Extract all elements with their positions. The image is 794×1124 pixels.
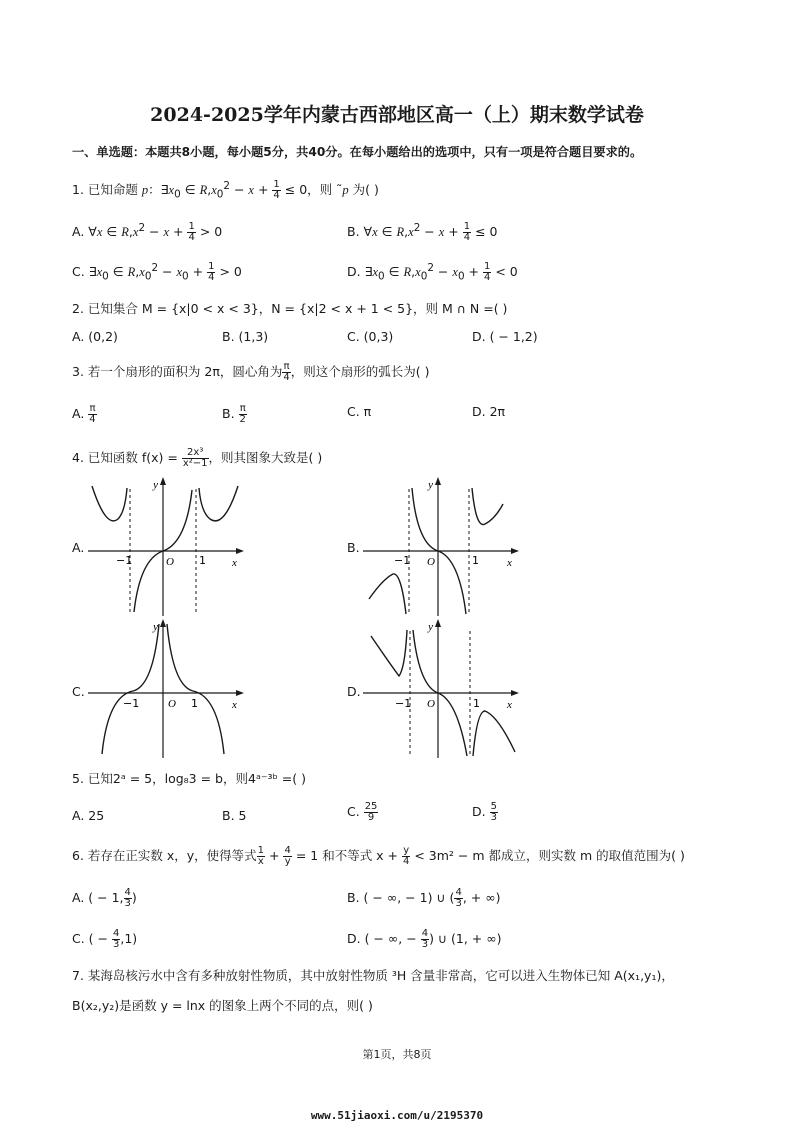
graph-a-neg1: −1 [116,554,133,567]
graph-b[interactable] [363,474,523,616]
q1-option-c[interactable]: C. $\exists x_0$ ∈ $R,x_0^2 - x_0$ + $\frac{1}{4}$ > 0 [72,261,242,284]
page-title: 2024-2025学年内蒙古西部地区高一（上）期末数学试卷 [150,104,644,126]
q3-option-d[interactable]: D. 2π [472,404,506,419]
q5-option-c[interactable]: C. $\frac{25}{9}$ [347,801,378,823]
graph-a-1: 1 [199,554,206,567]
question-4: 4. 已知函数 f(x) = $\frac{\text{2x³}}{\text{x²−1}}$ ，则其图象大致是( ) [72,447,323,469]
question-7-line-2: B(x₂,y₂)是函数 y = lnx 的图象上两个不同的点，则( ) [72,998,373,1013]
q6-option-d[interactable]: D. ( − ∞, − $\frac{4}{3}$ ) ∪ (1, + ∞) [347,928,502,950]
graph-d-origin: O [427,698,435,710]
graph-c-y-label: y [153,621,158,633]
q5-option-d[interactable]: D. $\frac{5}{3}$ [472,801,497,823]
q5-option-b[interactable]: B. 5 [222,808,247,823]
q5-option-a[interactable]: A. 25 [72,808,105,823]
graph-d-neg1: −1 [395,697,412,710]
graph-a-y-label: y [153,479,158,491]
graph-a[interactable] [88,474,248,616]
q3-option-a[interactable]: A. $\frac{\pi}{4}$ [72,403,96,425]
graph-c-origin: O [168,698,176,710]
question-1: 1. 已知命题 p：$\exists x_0$ ∈ $R,x_0^2 - x$ + $\frac{1}{4}$ ≤ 0，则 ˜p 为( ) [72,179,379,202]
graph-b-neg1: −1 [394,554,411,567]
graph-b-1: 1 [472,554,479,567]
q3-option-c[interactable]: C. π [347,404,372,419]
question-5: 5. 已知2ᵃ = 5，log₈3 = b，则4ᵃ⁻³ᵇ =( ) [72,771,306,786]
graph-c-1: 1 [191,697,198,710]
graph-c[interactable] [88,616,248,758]
q1-option-b[interactable]: B. ∀x ∈ $R,x^2 - x$ + $\frac{1}{4}$ ≤ 0 [347,221,498,244]
graph-d-1: 1 [473,697,480,710]
q4-option-a-label[interactable]: A. [72,540,85,555]
question-2: 2. 已知集合 M = {x|0 < x < 3}，N = {x|2 < x + 1 < 5}，则 M ∩ N =( ) [72,301,508,316]
graph-a-x-label: x [232,557,237,569]
graph-c-neg1: −1 [123,697,140,710]
graph-d[interactable] [363,616,523,758]
q2-option-c[interactable]: C. (0,3) [347,329,394,344]
graph-b-origin: O [427,556,435,568]
graph-d-y-label: y [428,621,433,633]
q2-option-b[interactable]: B. (1,3) [222,329,269,344]
q2-option-d[interactable]: D. ( − 1,2) [472,329,538,344]
q6-option-a[interactable]: A. ( − 1, $\frac{4}{3}$ ) [72,887,137,909]
q6-option-c[interactable]: C. ( − $\frac{4}{3}$ ,1) [72,928,138,950]
graph-b-x-label: x [507,557,512,569]
q4-option-d-label[interactable]: D. [347,684,361,699]
q1-option-d[interactable]: D. $\exists x_0$ ∈ $R,x_0^2 - x_0$ + $\frac{1}{4}$ < 0 [347,261,518,284]
graph-b-y-label: y [428,479,433,491]
q4-option-c-label[interactable]: C. [72,684,85,699]
page-footer: 第1页，共8页 [362,1048,432,1061]
section-heading: 一、单选题：本题共8小题，每小题5分，共40分。在每小题给出的选项中，只有一项是符合题目要求的。 [72,145,643,159]
q2-option-a[interactable]: A. (0,2) [72,329,118,344]
q6-option-b[interactable]: B. ( − ∞, − 1) ∪ ( $\frac{4}{3}$ , + ∞) [347,887,501,909]
question-3: 3. 若一个扇形的面积为 2π，圆心角为 $\frac{\pi}{4}$ ，则这个扇形的弧长为( ) [72,361,430,383]
q4-option-b-label[interactable]: B. [347,540,360,555]
question-7-line-1: 7. 某海岛核污水中含有多种放射性物质，其中放射性物质 ³H 含量非常高，它可以进入生物体已知 A(x₁,y₁)， [72,968,674,983]
graph-d-x-label: x [507,699,512,711]
q3-option-b[interactable]: B. $\frac{\pi}{2}$ [222,403,246,425]
question-6: 6. 若存在正实数 x，y，使得等式 $\frac{1}{x}$ + $\frac{4}{y}$ = 1 和不等式 x + $\frac{y}{4}$ < 3m² − m 都成立，则实数 m 的取值范围为( ) [72,845,685,867]
graph-a-origin: O [166,556,174,568]
watermark: www.51jiaoxi.com/u/2195370 [310,1109,484,1122]
q1-option-a[interactable]: A. ∀x ∈ $R,x^2 - x$ + $\frac{1}{4}$ > 0 [72,221,223,244]
graph-c-x-label: x [232,699,237,711]
